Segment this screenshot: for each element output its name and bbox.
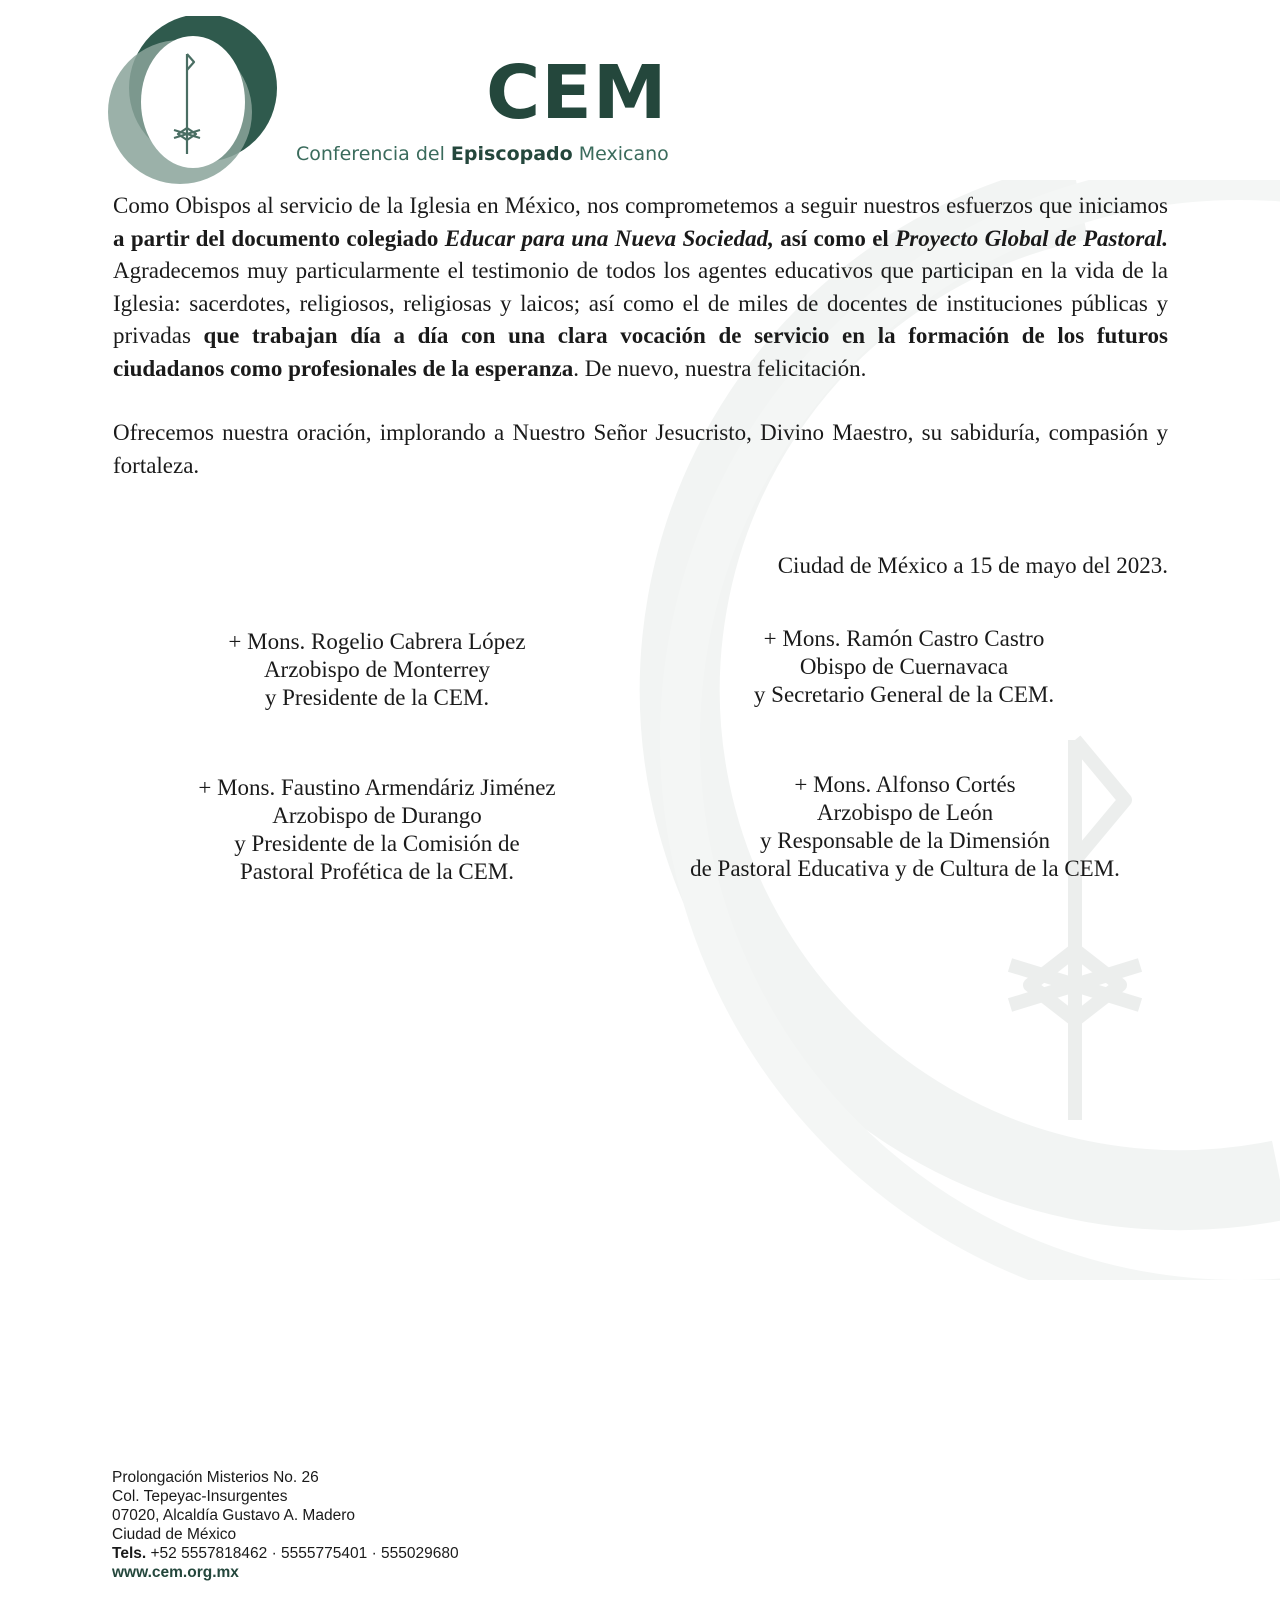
brand-acronym: CEM [486,50,668,136]
signature-block [640,771,1170,883]
signature-block [177,628,577,712]
signatory-name: + Mons. Alfonso Cortés [794,772,1016,797]
signatory-name: + Mons. Faustino Armendáriz Jiménez [198,775,556,800]
signatory-title: Arzobispo de Durango [272,803,482,828]
signatory-role: de Pastoral Educativa y de Cultura de la CEM. [690,856,1120,881]
address-line: 07020, Alcaldía Gustavo A. Madero [112,1507,355,1524]
website-link[interactable]: www.cem.org.mx [112,1564,239,1581]
signature-block [704,625,1104,709]
phone-numbers: +52 5557818462 · 5555775401 · 555029680 [146,1545,459,1562]
signatory-title: Arzobispo de Monterrey [263,657,491,682]
paragraph-run: . De nuevo, nuestra felicitación. [573,355,867,381]
signatory-name: + Mons. Rogelio Cabrera López [228,629,526,654]
signatory-name: + Mons. Ramón Castro Castro [763,626,1045,651]
dateline: Ciudad de México a 15 de mayo del 2023. [777,553,1168,578]
paragraph-run: a partir del documento colegiado [113,225,445,251]
signatory-role: y Presidente de la CEM. [264,685,490,710]
signatory-role: Pastoral Profética de la CEM. [239,859,514,884]
signatory-role: y Presidente de la Comisión de [234,831,520,856]
phone-line [112,1544,459,1563]
paragraph-prayer: Ofrecemos nuestra oración, implorando a Nuestro Señor Jesucristo, Divino Maestro, su sabiduría, compasión y fortaleza. [113,420,1168,478]
footer-contact [112,1468,459,1582]
address-line: Prolongación Misterios No. 26 [112,1469,319,1486]
paragraph-run: Agradecemos muy particularmente el testimonio de todos los agentes educativos que participan en la vida de la Iglesia: sacerdotes, religiosos, religiosas y laicos; así como el de miles de docentes de instituciones públicas y privadas [113,258,1168,348]
signatory-role: y Responsable de la Dimensión [759,828,1050,853]
paragraph-run: Educar para una Nueva Sociedad, [444,225,774,251]
letter-body [113,190,1168,482]
address-line: Ciudad de México [112,1526,237,1543]
phone-label: Tels. [112,1545,147,1562]
signatory-title: Arzobispo de León [816,800,994,825]
paragraph-commitment [113,190,1168,385]
letterhead [108,16,708,188]
signatory-title: Obispo de Cuernavaca [799,654,1009,679]
paragraph-run: así como el [773,225,896,251]
brand-full-name: Conferencia del Episcopado Mexicano [296,143,669,165]
signature-block [177,774,577,886]
paragraph-run: Proyecto Global de Pastoral. [895,225,1168,251]
address-line: Col. Tepeyac-Insurgentes [112,1488,288,1505]
paragraph-run: que trabajan día a día con una clara vocación de servicio en la formación de los futuros ciudadanos como profesionales de la esperanza [113,323,1168,381]
signatory-role: y Secretario General de la CEM. [753,682,1055,707]
paragraph-run: Como Obispos al servicio de la Iglesia en México, nos comprometemos a seguir nuestros esfuerzos que iniciamos [113,193,1168,218]
cem-logo-icon [108,16,278,188]
